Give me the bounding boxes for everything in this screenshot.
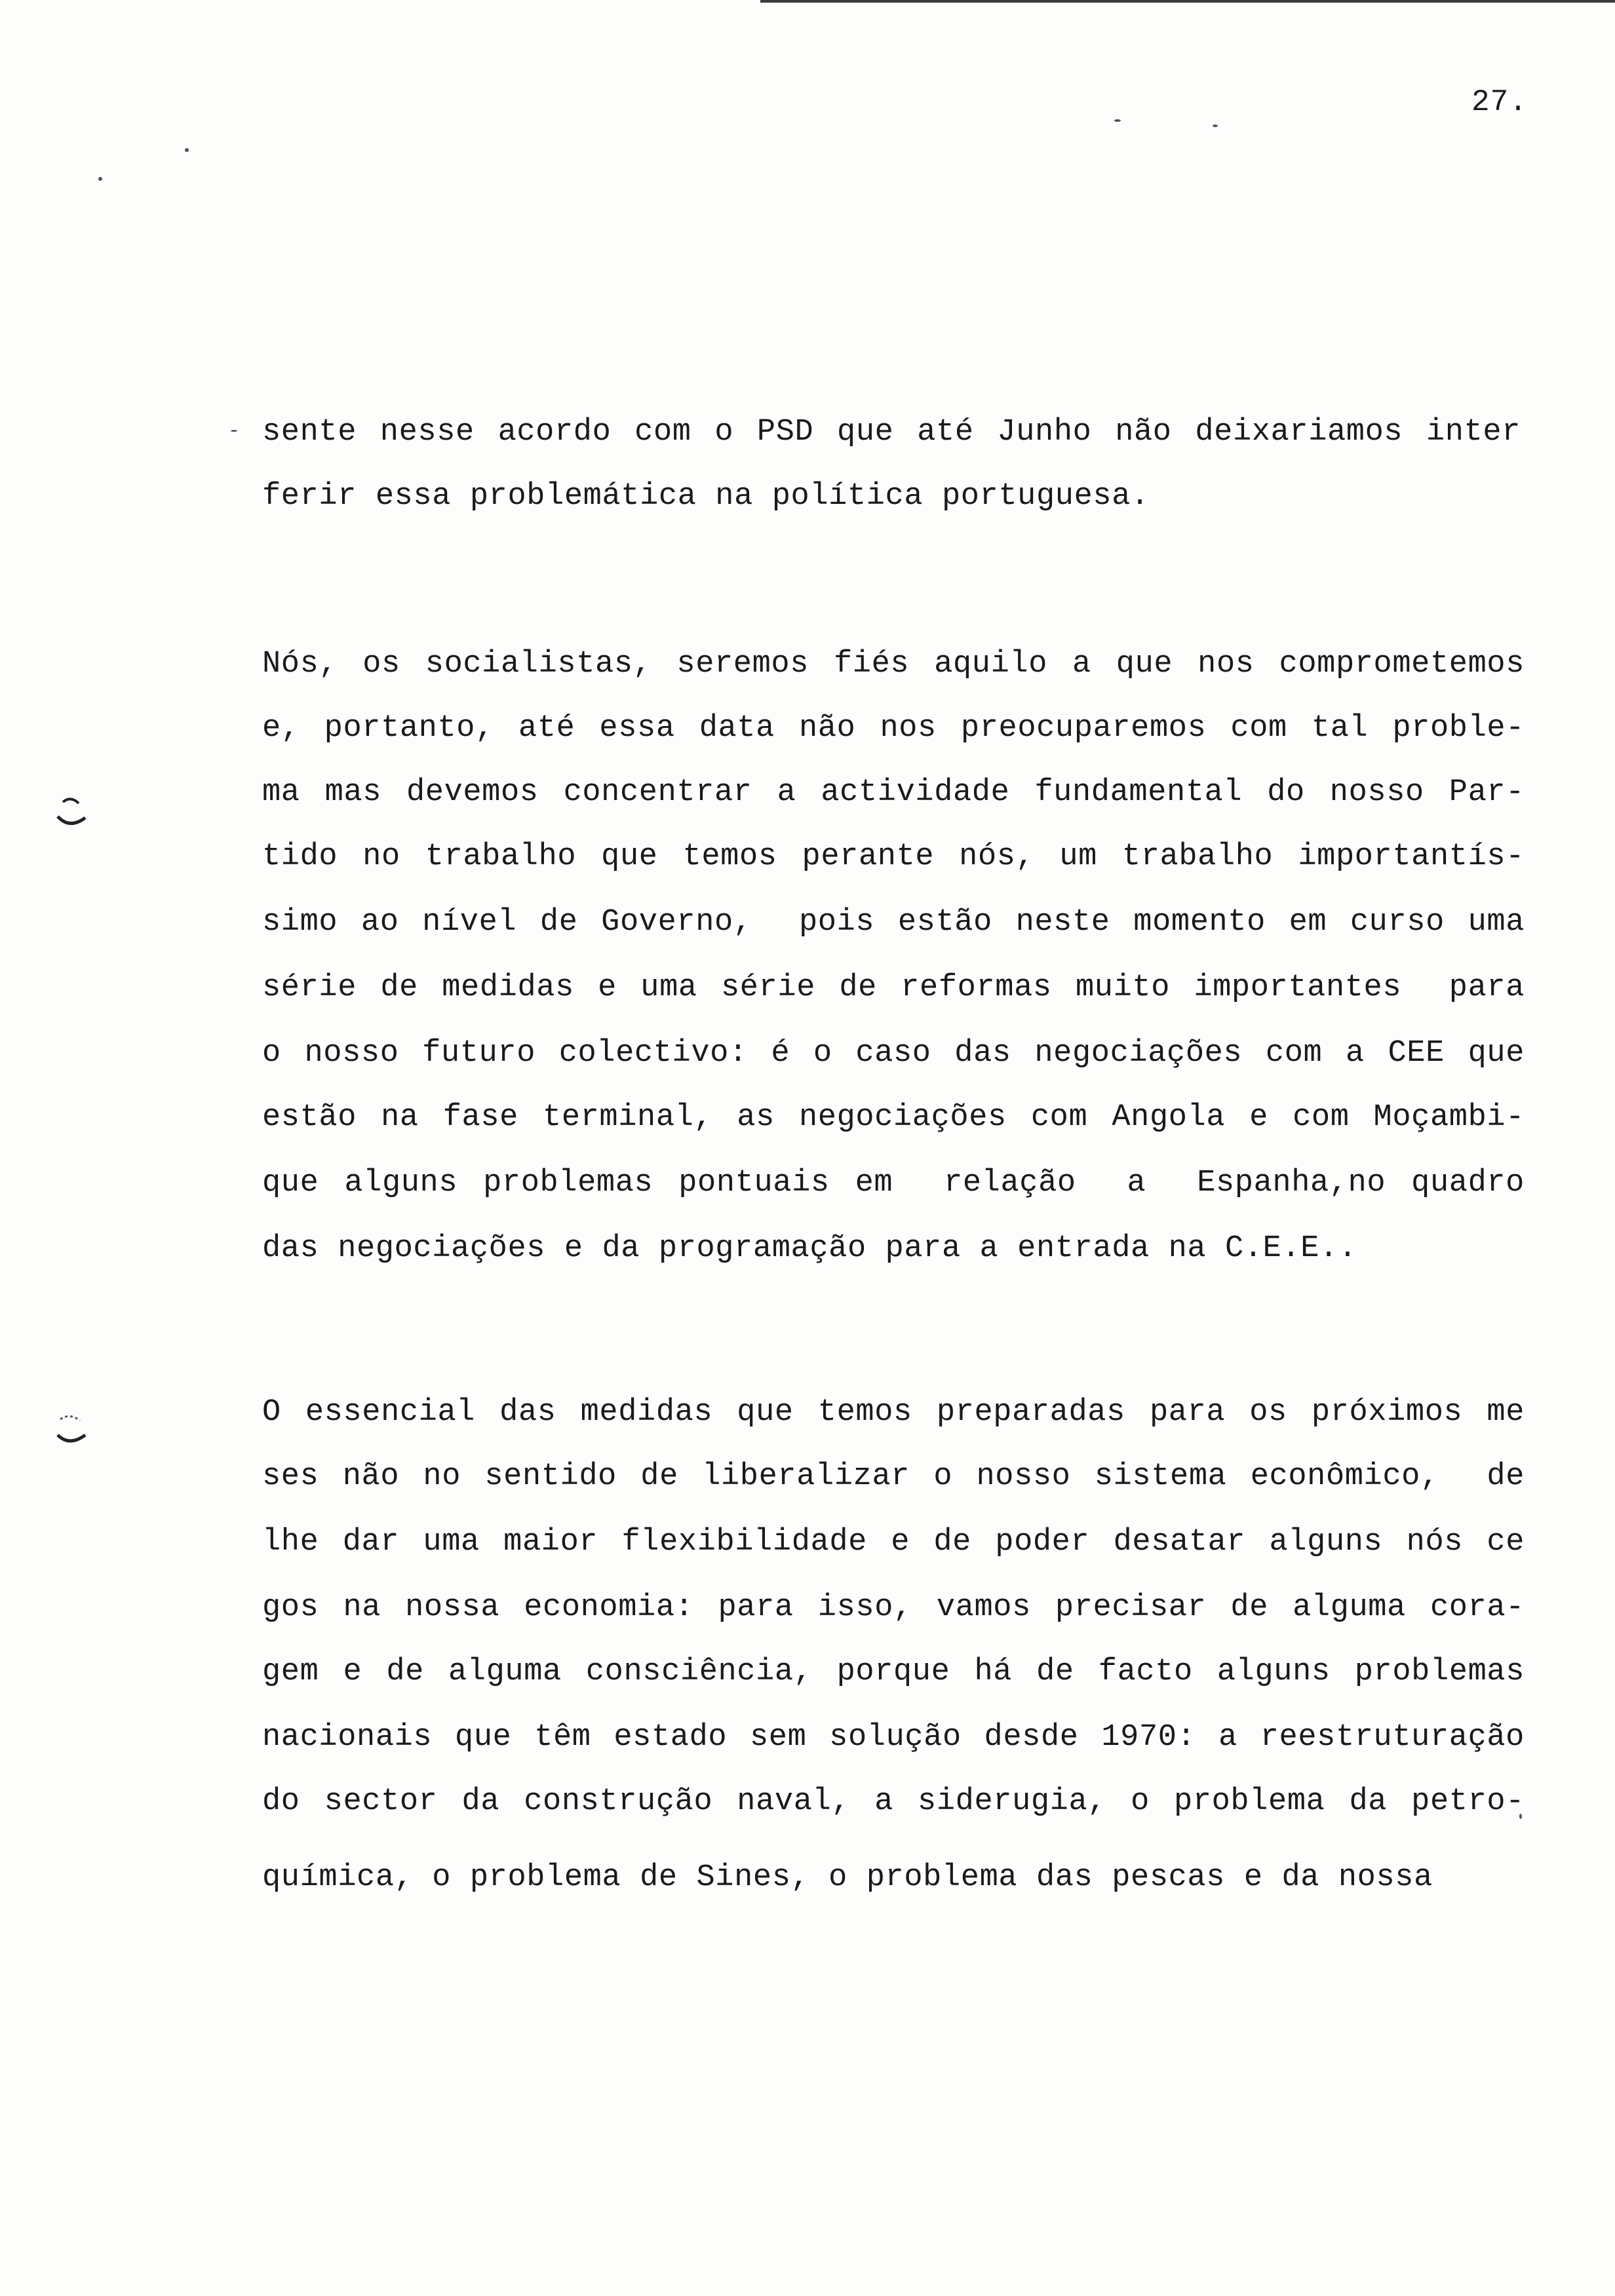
text-line: tido no trabalho que temos perante nós, um trabalho importantís- xyxy=(262,839,1525,874)
scan-speck xyxy=(231,430,237,432)
scan-speck xyxy=(1114,119,1121,122)
text-line: química, o problema de Sines, o problema das pescas e da nossa xyxy=(262,1860,1433,1895)
scan-speck xyxy=(1213,124,1218,127)
text-line: Nós, os socialistas, seremos fiés aquilo a que nos comprometemos xyxy=(262,647,1525,681)
text-line: das negociações e da programação para a entrada na C.E.E.. xyxy=(262,1231,1357,1266)
text-line: sente nesse acordo com o PSD que até Junho não deixariamos inter xyxy=(262,415,1521,450)
text-line: do sector da construção naval, a siderugia, o problema da petro- xyxy=(262,1784,1525,1819)
text-line: nacionais que têm estado sem solução desde 1970: a reestruturação xyxy=(262,1720,1525,1755)
text-line: lhe dar uma maior flexibilidade e de poder desatar alguns nós ce xyxy=(262,1525,1525,1559)
text-line: gem e de alguma consciência, porque há de facto alguns problemas xyxy=(262,1655,1525,1689)
text-line: simo ao nível de Governo, pois estão neste momento em curso uma xyxy=(262,905,1525,940)
punch-hole-mark xyxy=(49,1409,90,1451)
text-line: gos na nossa economia: para isso, vamos precisar de alguma cora- xyxy=(262,1590,1525,1625)
text-line: e, portanto, até essa data não nos preocuparemos com tal proble- xyxy=(262,711,1525,746)
text-line: que alguns problemas pontuais em relação a Espanha,no quadro xyxy=(262,1166,1525,1200)
text-line: ma mas devemos concentrar a actividade fundamental do nosso Par- xyxy=(262,775,1525,810)
scan-speck xyxy=(98,177,102,181)
text-line: O essencial das medidas que temos preparadas para os próximos me xyxy=(262,1395,1525,1430)
page-number: 27. xyxy=(1471,85,1528,119)
scan-speck xyxy=(185,148,189,152)
text-line: série de medidas e uma série de reformas muito importantes para xyxy=(262,970,1525,1005)
text-line: o nosso futuro colectivo: é o caso das negociações com a CEE que xyxy=(262,1036,1525,1071)
top-border-line xyxy=(760,0,1615,3)
text-line: ses não no sentido de liberalizar o nosso sistema econômico, de xyxy=(262,1459,1525,1494)
text-line: ferir essa problemática na política portuguesa. xyxy=(262,479,1150,514)
punch-hole-mark xyxy=(49,793,90,835)
text-line: estão na fase terminal, as negociações com Angola e com Moçambi- xyxy=(262,1100,1525,1135)
